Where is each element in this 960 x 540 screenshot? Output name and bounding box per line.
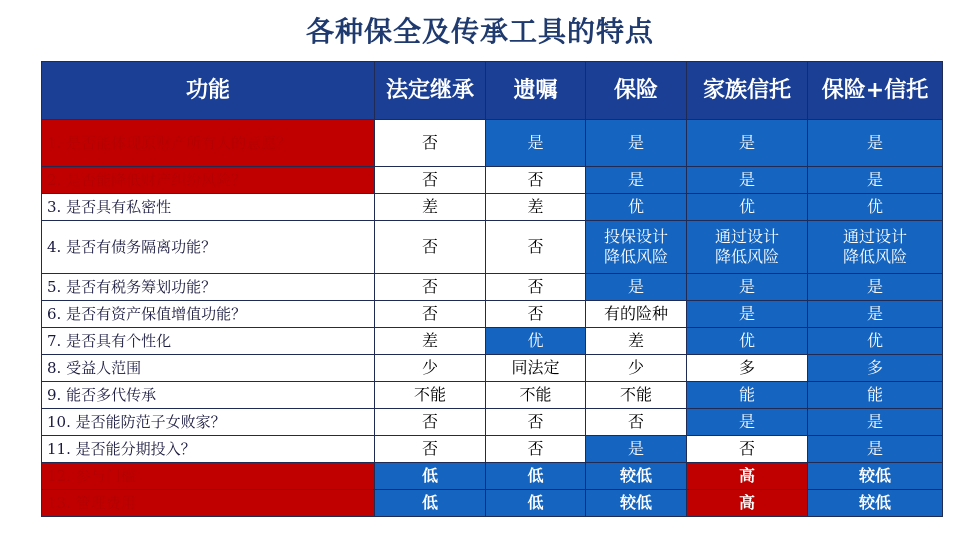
table-cell: 是 — [687, 301, 808, 328]
table-cell: 差 — [375, 194, 486, 221]
table-cell — [687, 221, 808, 274]
table-cell: 是 — [808, 436, 943, 463]
table-cell: 否 — [586, 409, 687, 436]
table-row — [42, 409, 943, 436]
table-cell: 否 — [687, 436, 808, 463]
table-cell: 否 — [486, 409, 586, 436]
table-cell: 高 — [687, 490, 808, 517]
cell-line: 通过设计 — [842, 227, 907, 246]
row-label: 4. 是否有债务隔离功能？ — [42, 221, 375, 274]
table-cell: 否 — [375, 301, 486, 328]
table-cell: 优 — [808, 328, 943, 355]
row-label: 10. 是否能防范子女败家？ — [42, 409, 375, 436]
table-body — [42, 120, 943, 517]
row-label: 8. 受益人范围 — [42, 355, 375, 382]
table-cell: 不能 — [375, 382, 486, 409]
table-cell: 否 — [486, 301, 586, 328]
table-cell: 是 — [808, 274, 943, 301]
table-cell: 低 — [486, 490, 586, 517]
cell-line: 降低风险 — [603, 247, 668, 266]
table-cell: 较低 — [808, 490, 943, 517]
table-cell: 优 — [687, 194, 808, 221]
table-row — [42, 301, 943, 328]
table-cell: 高 — [687, 463, 808, 490]
table-cell: 多 — [687, 355, 808, 382]
header-family-trust: 家族信托 — [687, 62, 808, 120]
table-cell: 差 — [486, 194, 586, 221]
table-cell: 优 — [687, 328, 808, 355]
header-function: 功能 — [42, 62, 375, 120]
table-cell: 否 — [375, 274, 486, 301]
row-label: 11. 是否能分期投入？ — [42, 436, 375, 463]
cell-line: 通过设计 — [714, 227, 779, 246]
table-row — [42, 328, 943, 355]
cell-line: 降低风险 — [714, 247, 779, 266]
row-label: 13. 管理费用 — [42, 490, 375, 517]
table-cell: 是 — [808, 167, 943, 194]
table-row — [42, 274, 943, 301]
table-cell: 多 — [808, 355, 943, 382]
table-cell: 较低 — [586, 490, 687, 517]
header-statutory-inheritance: 法定继承 — [375, 62, 486, 120]
table-cell: 低 — [375, 490, 486, 517]
row-label: 1. 是否能体现原财产所有人的意愿？ — [42, 120, 375, 167]
row-label: 2. 是否能降低财产纠纷风险？ — [42, 167, 375, 194]
table-cell: 是 — [808, 120, 943, 167]
table-row — [42, 463, 943, 490]
comparison-table — [41, 61, 943, 517]
table-cell: 较低 — [586, 463, 687, 490]
table-row — [42, 120, 943, 167]
table-cell — [586, 221, 687, 274]
table-cell: 不能 — [486, 382, 586, 409]
table-cell: 能 — [808, 382, 943, 409]
table-cell: 较低 — [808, 463, 943, 490]
table-cell: 优 — [586, 194, 687, 221]
row-label: 5. 是否有税务筹划功能？ — [42, 274, 375, 301]
table-cell: 是 — [586, 120, 687, 167]
row-label: 9. 能否多代传承 — [42, 382, 375, 409]
table-cell: 低 — [486, 463, 586, 490]
table-cell: 少 — [375, 355, 486, 382]
cell-line: 降低风险 — [842, 247, 907, 266]
table-cell: 优 — [486, 328, 586, 355]
table-cell: 是 — [808, 409, 943, 436]
table-cell: 是 — [687, 120, 808, 167]
table-cell: 是 — [486, 120, 586, 167]
table-cell: 否 — [375, 120, 486, 167]
table-cell: 优 — [808, 194, 943, 221]
table-header-row — [42, 62, 943, 120]
table-cell — [808, 221, 943, 274]
cell-line: 投保设计 — [603, 227, 668, 246]
table-cell: 否 — [486, 221, 586, 274]
table-cell: 差 — [375, 328, 486, 355]
row-label: 7. 是否具有个性化 — [42, 328, 375, 355]
table-cell: 是 — [586, 274, 687, 301]
header-insurance: 保险 — [586, 62, 687, 120]
table-row — [42, 355, 943, 382]
table-cell: 有的险种 — [586, 301, 687, 328]
table-row — [42, 194, 943, 221]
table-row — [42, 436, 943, 463]
table-cell: 差 — [586, 328, 687, 355]
table-cell: 否 — [375, 221, 486, 274]
table-cell: 否 — [375, 167, 486, 194]
table-cell: 能 — [687, 382, 808, 409]
row-label: 12. 参与门槛 — [42, 463, 375, 490]
table-cell: 否 — [486, 436, 586, 463]
slide-title: 各种保全及传承工具的特点 — [305, 15, 654, 48]
table-row — [42, 490, 943, 517]
table-cell: 否 — [375, 409, 486, 436]
row-label: 3. 是否具有私密性 — [42, 194, 375, 221]
table-cell: 是 — [687, 409, 808, 436]
table-cell: 是 — [586, 436, 687, 463]
table-cell: 否 — [486, 167, 586, 194]
table-cell: 不能 — [586, 382, 687, 409]
table-cell: 否 — [375, 436, 486, 463]
header-insurance-trust: 保险+信托 — [808, 62, 943, 120]
table-cell: 是 — [687, 274, 808, 301]
table-row — [42, 167, 943, 194]
table-row — [42, 221, 943, 274]
table-cell: 少 — [586, 355, 687, 382]
table-cell: 否 — [486, 274, 586, 301]
table-cell: 是 — [808, 301, 943, 328]
table-row — [42, 382, 943, 409]
header-will: 遗嘱 — [486, 62, 586, 120]
table-cell: 低 — [375, 463, 486, 490]
row-label: 6. 是否有资产保值增值功能？ — [42, 301, 375, 328]
table-cell: 同法定 — [486, 355, 586, 382]
table-cell: 是 — [586, 167, 687, 194]
table-cell: 是 — [687, 167, 808, 194]
